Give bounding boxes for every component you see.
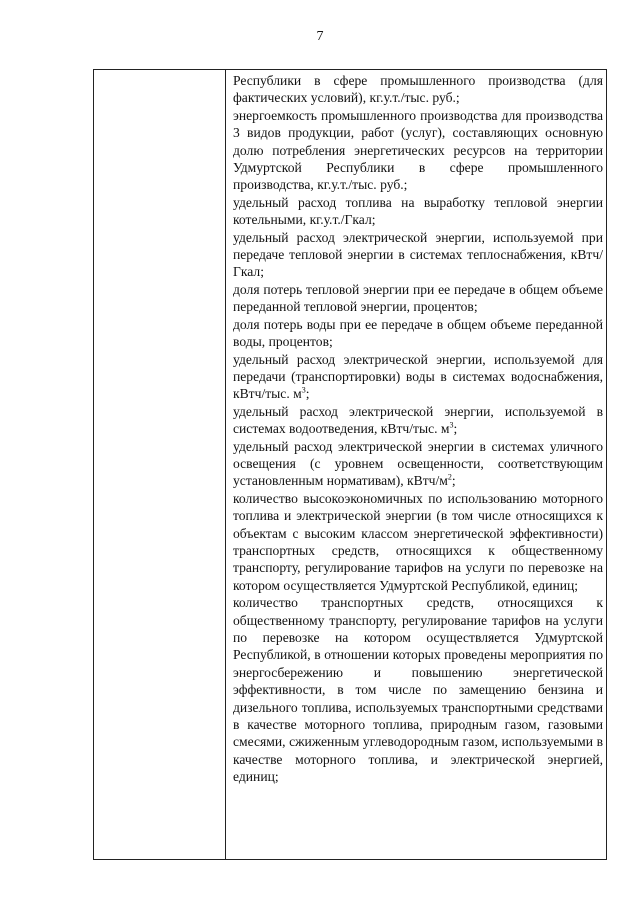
indicator-item: энергоемкость промышленного производства для производства 3 видов продукции, работ (услуг), составляющих основную долю потребления энергетических ресурсов на территории Удмуртской Республики в сфере промышленного производства, кг.у.т./тыс. руб.;	[233, 107, 603, 193]
indicator-item: удельный расход топлива на выработку тепловой энергии котельными, кг.у.т./Гкал;	[233, 194, 603, 228]
superscript: 3	[449, 420, 454, 430]
superscript: 2	[447, 472, 452, 482]
indicator-item: количество транспортных средств, относящихся к общественному транспорту, регулирование тарифов на услуги по перевозке на котором осуществляется Удмуртской Республикой, в отношении которых проведены мероприятия по энергосбережению и повышению энергетической эффективности, в том числе по замещению бензина и дизельного топлива, используемых транспортными средствами в качестве моторного топлива, природным газом, газовыми смесями, сжиженным углеводородным газом, используемыми в качестве моторного топлива, и электрической энергией, единиц;	[233, 595, 603, 785]
indicator-item: доля потерь воды при ее передаче в общем объеме переданной воды, процентов;	[233, 316, 603, 350]
indicator-item: доля потерь тепловой энергии при ее передаче в общем объеме переданной тепловой энергии, процентов;	[233, 281, 603, 315]
superscript: 3	[301, 385, 306, 395]
indicator-item: Республики в сфере промышленного производства (для фактических условий), кг.у.т./тыс. руб.;	[233, 73, 603, 106]
indicator-item: удельный расход электрической энергии в системах уличного освещения (с уровнем освещенности, соответствующим установленным нормативам), кВтч/$м^2$;	[233, 438, 603, 489]
table-left-column	[94, 70, 226, 859]
indicator-item: удельный расход электрической энергии, используемой в системах водоотведения, кВтч/тыс. $м^3$;	[233, 403, 603, 437]
indicator-item: количество высокоэкономичных по использованию моторного топлива и электрической энергии (в том числе относящихся к объектам с высоким классом энергетической эффективности) транспортных средств, относящихся к общественному транспорту, регулирование тарифов на услуги по перевозке на котором осуществляется Удмуртской Республикой, единиц;	[233, 490, 603, 593]
page-number: 7	[316, 29, 324, 44]
indicator-item: удельный расход электрической энергии, используемой при передаче тепловой энергии в системах теплоснабжения, кВтч/Гкал;	[233, 229, 603, 280]
indicators-table	[93, 69, 607, 860]
table-right-column	[233, 70, 603, 859]
indicator-item: удельный расход электрической энергии, используемой для передачи (транспортировки) воды в системах водоснабжения, кВтч/тыс. $м^3$;	[233, 351, 603, 402]
